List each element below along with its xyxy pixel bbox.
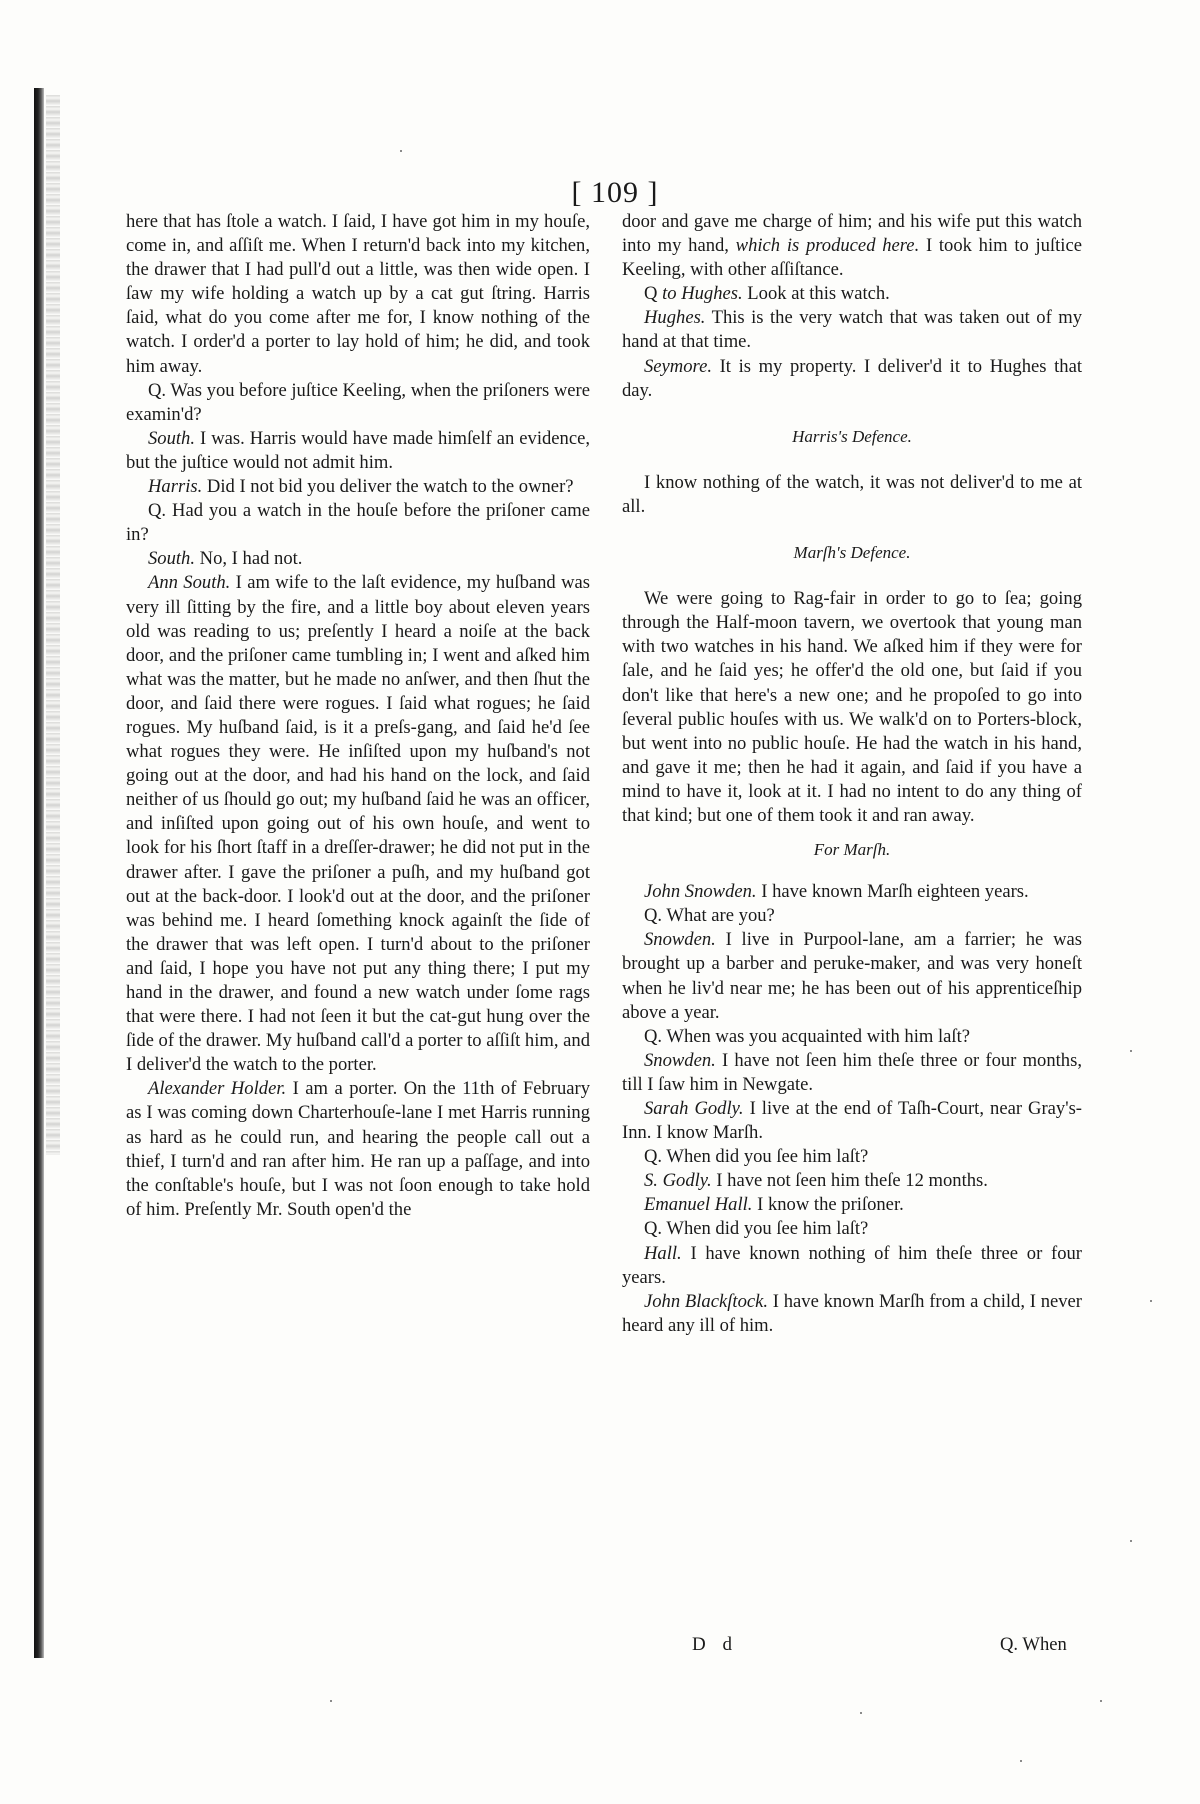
italic-text: to Hughes. [662, 283, 743, 305]
right_column_bottom-paragraph [622, 904, 1082, 928]
paragraph-text: Q. What are you? [644, 905, 775, 927]
speaker-name: Harris. [148, 476, 203, 498]
right_column_bottom-paragraph [622, 928, 1082, 1024]
paragraph-text: I was. Harris would have made himſelf an evidence, but the juſtice would not admit him. [126, 427, 590, 473]
left_column-paragraph [126, 1077, 590, 1222]
speaker-name: Snowden. [644, 1049, 716, 1071]
left_column-paragraph [126, 571, 590, 1077]
left_column-paragraph [126, 499, 590, 547]
scan-speck [1150, 1300, 1152, 1302]
speaker-name: John Snowden. [644, 881, 757, 903]
paragraph-text: I live at the end of Taſh-Court, near Gray's-Inn. I know Marſh. [622, 1098, 1082, 1144]
left-column [126, 210, 590, 1222]
scan-speck [1020, 1760, 1022, 1762]
speaker-name: Seymore. [644, 355, 712, 377]
left_column-paragraph [126, 210, 590, 379]
italic-text: which is produced here. [735, 235, 920, 257]
right_column_bottom-paragraph [622, 1097, 1082, 1145]
left_column-paragraph [126, 547, 590, 571]
paragraph-text: I am wife to the laſt evidence, my huſband was very ill ſitting by the fire, and a little boy about eleven years old was reading to us; preſently I heard a noiſe at the back door, and the priſoner came tumbling in; I went and aſked him what was the matter, but he made no anſwer, and then ſhut the door, and ſaid there were rogues. I ſaid what rogues; he ſaid rogues. My huſband ſaid, is it a preſs-gang, and ſaid he'd ſee what rogues they were. He inſiſted upon my huſband's not going out at the door, and had his hand on the lock, and ſaid neither of us ſhould go out; my huſband ſaid he was an officer, and inſiſted upon going out of his own houſe, and went to look for his ſhort ſtaff in a dreſſer-drawer; he did not put in the drawer after. I gave the priſoner a puſh, and my huſband got out at the back-door. I look'd out at the door, and the priſoner was behind me. I heard ſomething knock againſt the ſide of the drawer that was left open. I turn'd about to the priſoner and ſaid, I hope you have not put any thing there; I put my hand in the drawer, and found a new watch under ſome rags that were there. I had not ſeen it but the cat-gut hung over the ſide of the drawer. My huſband call'd a porter to aſſiſt him, and I deliver'd the watch to the porter. [126, 572, 590, 1076]
left_column-paragraph [126, 379, 590, 427]
paragraph-text: here that has ſtole a watch. I ſaid, I have got him in my houſe, come in, and aſſiſt me. When I return'd back into my kitchen, the drawer that I had pull'd out a little, was then wide open. I ſaw my wife holding a watch up by a cat gut ſtring. Harris ſaid, what do you come after me for, I know nothing of the watch. I order'd a porter to lay hold of him; he did, and took him away. [126, 211, 590, 377]
speaker-name: S. Godly. [644, 1170, 712, 1192]
paragraph-text: I have not ſeen him theſe 12 months. [711, 1170, 988, 1192]
right_column_bottom-paragraph [622, 1025, 1082, 1049]
paragraph-text: Q. Had you a watch in the houſe before the priſoner came in? [126, 500, 590, 546]
speaker-name: Hughes. [644, 307, 706, 329]
paragraph-text: I know the priſoner. [752, 1194, 904, 1216]
right_column_bottom-paragraph [622, 1049, 1082, 1097]
paragraph-text: Did I not bid you deliver the watch to the owner? [202, 476, 574, 498]
paragraph-text: Look at this watch. [742, 283, 890, 305]
right_column_bottom-paragraph [622, 1290, 1082, 1338]
catchword: Q. When [1000, 1634, 1067, 1655]
paragraph-text: No, I had not. [195, 548, 303, 570]
scan-speck [860, 1712, 862, 1714]
paragraph-text: I am a porter. On the 11th of February as I was coming down Charterhouſe-lane I met Harris running as hard as he could run, and hearing the people call out a thief, I turn'd and ran after him. He ran up a paſſage, and into the conſtable's houſe, but I was not ſoon enough to take hold of him. Preſently Mr. South open'd the [126, 1078, 590, 1220]
paragraph-text: Q [644, 283, 663, 305]
scan-speck [1130, 1050, 1132, 1052]
paragraph-text: I live in Purpool-lane, am a farrier; he was brought up a barber and peruke-maker, and was very honeſt when he liv'd near me; he has been out of his apprenticeſhip above a year. [622, 929, 1082, 1023]
right-column [622, 210, 1082, 1338]
paragraph-text: This is the very watch that was taken out of my hand at that time. [622, 307, 1082, 353]
paragraph-text: I have known Marſh from a child, I never heard any ill of him. [622, 1290, 1083, 1336]
page-number: [ 109 ] [571, 176, 659, 209]
speaker-name: Sarah Godly. [644, 1098, 744, 1119]
paragraph-text: I have known nothing of him theſe three or four years. [622, 1242, 1082, 1288]
speaker-name: Hall. [644, 1242, 682, 1264]
paragraph-text: I have known Marſh eighteen years. [756, 881, 1029, 903]
paragraph-text: I have not ſeen him theſe three or four months, till I ſaw him in Newgate. [622, 1049, 1082, 1095]
right_column_bottom-paragraph [622, 1242, 1082, 1290]
right_column_bottom-paragraph [622, 1217, 1082, 1241]
paragraph-text: Q. When did you ſee him laſt? [644, 1146, 869, 1168]
right_column_bottom-paragraph [622, 880, 1082, 904]
harris-defence-text: I know nothing of the watch, it was not deliver'd to me at all. [622, 471, 1082, 517]
speaker-name: Ann South. [148, 572, 231, 594]
character-witnesses [622, 880, 1082, 1338]
heading-harris-defence: Harris's Defence. [792, 426, 912, 446]
speaker-name: South. [148, 427, 196, 449]
paragraph-text: Q. Was you before juſtice Keeling, when the priſoners were examin'd? [126, 379, 590, 425]
right_column_bottom-paragraph [622, 1169, 1082, 1193]
right_column_top-paragraph [622, 355, 1082, 403]
printer-signature-mark: D d [692, 1634, 738, 1655]
right_column_bottom-paragraph [622, 1145, 1082, 1169]
left_column-paragraph [126, 475, 590, 499]
paragraph-text: Q. When did you ſee him laſt? [644, 1218, 869, 1240]
scan-speck [1100, 1700, 1102, 1702]
right_column_bottom-paragraph [622, 1193, 1082, 1217]
scan-edge-texture [46, 95, 60, 1155]
scan-speck [400, 150, 402, 152]
right_column_top-paragraph [622, 210, 1082, 282]
heading-for-marsh: For Marſh. [813, 840, 891, 860]
speaker-name: Alexander Holder. [148, 1078, 287, 1100]
marsh-defence-text: We were going to Rag-fair in order to go to ſea; going through the Half-moon tavern, we overtook that young man with two watches in his hand. We aſked him if they were for ſale, and he ſaid yes; he offer'd the old one, but ſaid if you don't like that here's a new one; and he propoſed to go into ſeveral public houſes with us. We walk'd on to Porters-block, but went into no public houſe. He had the watch in his hand, and gave it me; then he had it again, and ſaid if you have a mind to have it, look at it. I had no intent to do any thing of that kind; but one of them took it and ran away. [622, 588, 1082, 826]
scan-speck [1130, 1540, 1132, 1542]
speaker-name: John Blackſtock. [644, 1290, 769, 1312]
left_column-paragraph [126, 427, 590, 475]
right-column-testimony [622, 210, 1082, 403]
paragraph-text: door and gave me charge of him; and his wife put this watch into my hand, [622, 211, 1082, 257]
paragraph-text: Q. When was you acquainted with him laſt? [644, 1025, 970, 1047]
paragraph-text: It is my property. I deliver'd it to Hughes that day. [622, 355, 1082, 401]
right_column_top-paragraph [622, 306, 1082, 354]
speaker-name: Emanuel Hall. [644, 1194, 753, 1216]
speaker-name: Snowden. [644, 929, 716, 951]
scan-speck [330, 1700, 332, 1702]
scan-binding-edge [34, 88, 44, 1658]
heading-marsh-defence: Marſh's Defence. [793, 543, 911, 563]
speaker-name: South. [148, 548, 196, 570]
right_column_top-paragraph [622, 282, 1082, 306]
paragraph-text: I took him to juſtice Keeling, with other aſſiſtance. [622, 235, 1082, 281]
